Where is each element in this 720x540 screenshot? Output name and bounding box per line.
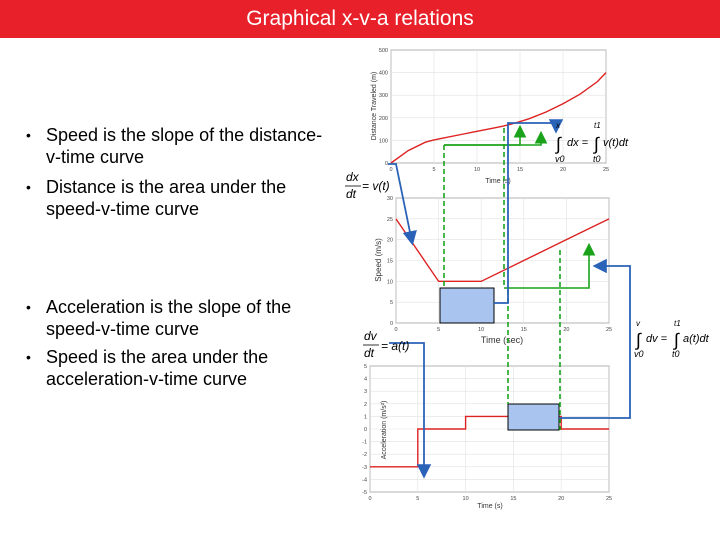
x-tick-label: 20: [559, 167, 567, 173]
bullet-text: Acceleration is the slope of the speed-v-time curve: [46, 297, 292, 339]
x-tick-label: 20: [558, 496, 565, 502]
y-tick-label: 300: [378, 93, 388, 100]
int-upper: t1: [674, 319, 681, 328]
x-tick-label: 10: [462, 496, 469, 502]
bullet-dot: •: [26, 349, 31, 365]
int-upper: x: [556, 121, 560, 130]
x-tick-label: 25: [602, 167, 610, 173]
y-tick-label: 5: [363, 364, 367, 370]
y-tick-label: 0: [384, 161, 388, 167]
eq-rhs: = v(t): [362, 179, 390, 193]
bullet-dot: •: [26, 179, 31, 195]
eq-numerator: dx: [346, 170, 359, 184]
y-axis-label: Distance Traveled (m): [371, 71, 378, 141]
equation-dxdt: [345, 170, 390, 201]
x-tick-label: 5: [432, 167, 436, 173]
y-tick-label: -3: [362, 464, 367, 471]
int-body: v(t)dt: [603, 137, 629, 149]
integral-sign: ∫: [674, 330, 679, 350]
x-tick-label: 15: [510, 496, 517, 502]
y-tick-label: 20: [386, 237, 393, 244]
distance-chart: [371, 48, 609, 185]
equation-dvdt: [363, 329, 409, 360]
x-tick-label: 25: [605, 496, 613, 502]
y-tick-label: -4: [362, 477, 367, 484]
bullet-dot: •: [26, 299, 31, 315]
eq-rhs: = a(t): [381, 339, 410, 353]
y-tick-label: 5: [389, 300, 393, 307]
x-tick-label: 0: [368, 496, 372, 502]
y-tick-label: 2: [363, 401, 367, 408]
y-tick-label: 500: [378, 48, 388, 54]
int-body: dx =: [567, 137, 589, 149]
x-axis-label: Time (s): [477, 503, 503, 510]
integral-equation-speed: [634, 319, 710, 359]
int-body: dv =: [646, 333, 668, 345]
bullet-dot: •: [26, 127, 31, 143]
y-tick-label: -5: [362, 490, 367, 496]
int-lower: t0: [672, 349, 680, 359]
int-upper: v: [636, 319, 640, 328]
y-tick-label: 100: [378, 138, 388, 145]
y-axis-label: Acceleration (m/s²): [381, 400, 388, 460]
y-tick-label: 30: [386, 196, 393, 202]
bullet-text: Distance is the area under the speed-v-time curve: [46, 177, 287, 219]
x-axis-label: Time (sec): [480, 335, 524, 345]
x-tick-label: 15: [520, 327, 527, 333]
x-axis-label: Time (s): [485, 178, 511, 185]
x-tick-label: 5: [416, 496, 420, 502]
y-tick-label: -1: [362, 439, 367, 446]
y-tick-label: 15: [386, 258, 393, 265]
int-body: a(t)dt: [683, 333, 709, 345]
y-tick-label: 200: [378, 115, 388, 122]
y-tick-label: 4: [363, 376, 367, 383]
x-tick-label: 5: [437, 327, 441, 333]
x-tick-label: 25: [605, 327, 613, 333]
int-lower: t0: [593, 154, 601, 164]
y-axis-label: Speed (m/s): [374, 238, 383, 282]
x-tick-label: 0: [389, 167, 393, 173]
y-tick-label: 3: [363, 389, 367, 396]
y-tick-label: 0: [389, 321, 393, 327]
x-tick-label: 10: [478, 327, 485, 333]
x-tick-label: 15: [516, 167, 524, 173]
x-tick-label: 0: [394, 327, 398, 333]
bullet-text: Speed is the area under the acceleration-v-time curve: [46, 347, 269, 389]
bullet-text: Speed is the slope of the distance-v-time curve: [46, 125, 323, 167]
x-tick-label: 20: [563, 327, 570, 333]
acceleration-area-highlight: [508, 404, 559, 430]
eq-numerator: dv: [364, 329, 377, 343]
x-tick-label: 10: [473, 167, 481, 173]
y-tick-label: 1: [363, 414, 367, 421]
y-tick-label: 25: [386, 216, 393, 223]
speed-area-highlight: [440, 288, 494, 323]
eq-denominator: dt: [364, 346, 375, 360]
integral-sign: ∫: [556, 134, 561, 154]
y-tick-label: 10: [386, 279, 393, 286]
int-lower: v0: [555, 154, 565, 164]
slide-title: Graphical x-v-a relations: [0, 0, 720, 38]
acceleration-chart: [362, 364, 612, 510]
y-tick-label: -2: [362, 452, 367, 459]
eq-denominator: dt: [346, 187, 357, 201]
y-tick-label: 0: [363, 427, 367, 433]
y-tick-label: 400: [378, 70, 388, 77]
int-upper: t1: [594, 121, 601, 130]
int-lower: v0: [634, 349, 644, 359]
integral-sign: ∫: [594, 134, 599, 154]
integral-sign: ∫: [636, 330, 641, 350]
